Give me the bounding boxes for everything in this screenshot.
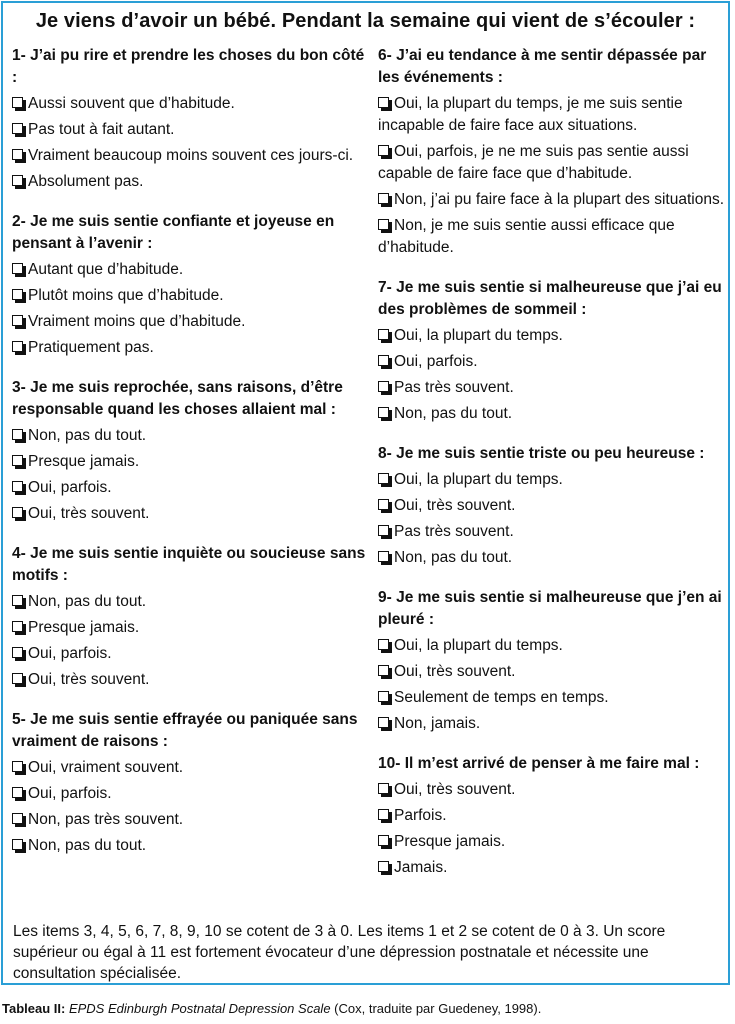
- answer-option-label: Oui, très souvent.: [28, 505, 150, 522]
- checkbox-icon[interactable]: [12, 97, 23, 108]
- question-title: 7- Je me suis sentie si malheureuse que j’ai eu des problèmes de sommeil :: [378, 279, 722, 318]
- answer-option-label: Presque jamais.: [28, 453, 140, 470]
- left-column: [12, 45, 368, 861]
- answer-option[interactable]: [378, 661, 724, 683]
- answer-option-label: Non, pas du tout.: [394, 405, 513, 422]
- answer-option[interactable]: [12, 591, 368, 613]
- table-caption: [2, 1000, 541, 1018]
- answer-option-label: Pas tout à fait autant.: [28, 121, 175, 138]
- checkbox-icon[interactable]: [378, 717, 389, 728]
- answer-option[interactable]: [12, 425, 368, 447]
- checkbox-icon[interactable]: [12, 341, 23, 352]
- answer-option-label: Oui, très souvent.: [394, 663, 516, 680]
- answer-option[interactable]: [12, 617, 368, 639]
- checkbox-icon[interactable]: [12, 595, 23, 606]
- answer-option[interactable]: [378, 779, 724, 801]
- question-block: [378, 277, 724, 425]
- answer-option-label: Oui, la plupart du temps, je me suis sentie incapable de faire face aux situations.: [378, 95, 683, 134]
- question-block: [378, 443, 724, 569]
- answer-option[interactable]: [378, 635, 724, 657]
- answer-option-label: Oui, très souvent.: [394, 497, 516, 514]
- answer-option-label: Non, jamais.: [394, 715, 481, 732]
- answer-option[interactable]: [378, 713, 724, 735]
- answer-option[interactable]: [12, 119, 368, 141]
- answer-option-label: Jamais.: [394, 859, 448, 876]
- right-column: [378, 45, 724, 883]
- answer-option[interactable]: [12, 757, 368, 779]
- checkbox-icon[interactable]: [378, 525, 389, 536]
- checkbox-icon[interactable]: [378, 193, 389, 204]
- question-title: 10- Il m’est arrivé de penser à me faire mal :: [378, 755, 700, 772]
- answer-option-label: Plutôt moins que d’habitude.: [28, 287, 224, 304]
- questionnaire-frame: [1, 1, 730, 985]
- checkbox-icon[interactable]: [378, 499, 389, 510]
- answer-option[interactable]: [378, 805, 724, 827]
- checkbox-icon[interactable]: [12, 455, 23, 466]
- checkbox-icon[interactable]: [12, 673, 23, 684]
- checkbox-icon[interactable]: [378, 473, 389, 484]
- checkbox-icon[interactable]: [378, 835, 389, 846]
- answer-option-label: Oui, vraiment souvent.: [28, 759, 184, 776]
- answer-option[interactable]: [378, 325, 724, 347]
- question-block: [12, 709, 368, 857]
- answer-option-label: Aussi souvent que d’habitude.: [28, 95, 235, 112]
- answer-option-label: Oui, la plupart du temps.: [394, 471, 563, 488]
- answer-option[interactable]: [12, 477, 368, 499]
- question-block: [12, 377, 368, 525]
- checkbox-icon[interactable]: [12, 429, 23, 440]
- answer-option[interactable]: [12, 285, 368, 307]
- answer-option-label: Non, pas du tout.: [28, 427, 147, 444]
- question-block: [12, 543, 368, 691]
- caption-scale-name: EPDS Edinburgh Postnatal Depression Scale: [68, 1001, 331, 1016]
- answer-option[interactable]: [12, 783, 368, 805]
- answer-option-label: Vraiment beaucoup moins souvent ces jours-ci.: [28, 147, 354, 164]
- answer-option[interactable]: [378, 377, 724, 399]
- answer-option-label: Presque jamais.: [28, 619, 140, 636]
- answer-option-label: Parfois.: [394, 807, 447, 824]
- answer-option[interactable]: [378, 141, 724, 185]
- answer-option-label: Oui, parfois, je ne me suis pas sentie aussi capable de faire face que d’habitude.: [378, 143, 689, 182]
- answer-option[interactable]: [378, 469, 724, 491]
- question-block: [12, 211, 368, 359]
- checkbox-icon[interactable]: [12, 263, 23, 274]
- answer-option-label: Pas très souvent.: [394, 379, 514, 396]
- checkbox-icon[interactable]: [378, 329, 389, 340]
- answer-option[interactable]: [378, 495, 724, 517]
- answer-option-label: Oui, parfois.: [28, 479, 112, 496]
- answer-option-label: Oui, parfois.: [28, 785, 112, 802]
- answer-option-label: Non, pas très souvent.: [28, 811, 184, 828]
- question-block: [378, 45, 724, 259]
- checkbox-icon[interactable]: [378, 219, 389, 230]
- checkbox-icon[interactable]: [12, 621, 23, 632]
- answer-option-label: Vraiment moins que d’habitude.: [28, 313, 246, 330]
- checkbox-icon[interactable]: [12, 813, 23, 824]
- checkbox-icon[interactable]: [378, 861, 389, 872]
- answer-option[interactable]: [12, 259, 368, 281]
- caption-label: Tableau II:: [2, 1001, 66, 1016]
- checkbox-icon[interactable]: [12, 839, 23, 850]
- answer-option[interactable]: [12, 835, 368, 857]
- checkbox-icon[interactable]: [12, 289, 23, 300]
- answer-option-label: Non, pas du tout.: [28, 593, 147, 610]
- answer-option-label: Oui, parfois.: [394, 353, 478, 370]
- answer-option-label: Pratiquement pas.: [28, 339, 154, 356]
- answer-option[interactable]: [378, 215, 724, 259]
- answer-option-label: Non, j’ai pu faire face à la plupart des situations.: [394, 191, 724, 208]
- answer-option-label: Non, je me suis sentie aussi efficace que d’habitude.: [378, 217, 675, 256]
- answer-option-label: Oui, très souvent.: [394, 781, 516, 798]
- checkbox-icon[interactable]: [12, 787, 23, 798]
- checkbox-icon[interactable]: [12, 315, 23, 326]
- answer-option[interactable]: [12, 171, 368, 193]
- answer-option[interactable]: [378, 831, 724, 853]
- question-title: 1- J’ai pu rire et prendre les choses du bon côté :: [12, 47, 365, 86]
- checkbox-icon[interactable]: [12, 647, 23, 658]
- answer-option-label: Oui, très souvent.: [28, 671, 150, 688]
- question-title: 5- Je me suis sentie effrayée ou paniquée sans vraiment de raisons :: [12, 711, 358, 750]
- checkbox-icon[interactable]: [378, 691, 389, 702]
- answer-option[interactable]: [378, 189, 724, 211]
- checkbox-icon[interactable]: [378, 665, 389, 676]
- answer-option[interactable]: [378, 547, 724, 569]
- answer-option[interactable]: [12, 93, 368, 115]
- answer-option[interactable]: [12, 643, 368, 665]
- question-title: 6- J’ai eu tendance à me sentir dépassée par les événements :: [378, 47, 707, 86]
- question-title: 9- Je me suis sentie si malheureuse que j’en ai pleuré :: [378, 589, 722, 628]
- question-title: 8- Je me suis sentie triste ou peu heureuse :: [378, 445, 705, 462]
- question-block: [378, 587, 724, 735]
- checkbox-icon[interactable]: [378, 809, 389, 820]
- checkbox-icon[interactable]: [12, 507, 23, 518]
- question-title: 3- Je me suis reprochée, sans raisons, d’être responsable quand les choses allaient mal :: [12, 379, 343, 418]
- answer-option-label: Presque jamais.: [394, 833, 506, 850]
- answer-option[interactable]: [12, 669, 368, 691]
- answer-option[interactable]: [378, 403, 724, 425]
- scoring-note: Les items 3, 4, 5, 6, 7, 8, 9, 10 se cotent de 3 à 0. Les items 1 et 2 se cotent de 0 à 3. Un score supérieur ou égal à 11 est fortement évocateur d’une dépression postnatale et nécessite une consultation spécialisée.: [13, 923, 666, 982]
- answer-option[interactable]: [378, 351, 724, 373]
- question-title: 4- Je me suis sentie inquiète ou soucieuse sans motifs :: [12, 545, 366, 584]
- checkbox-icon[interactable]: [378, 97, 389, 108]
- answer-option[interactable]: [378, 687, 724, 709]
- checkbox-icon[interactable]: [12, 481, 23, 492]
- checkbox-icon[interactable]: [12, 149, 23, 160]
- checkbox-icon[interactable]: [378, 639, 389, 650]
- checkbox-icon[interactable]: [378, 145, 389, 156]
- checkbox-icon[interactable]: [378, 355, 389, 366]
- answer-option[interactable]: [378, 93, 724, 137]
- checkbox-icon[interactable]: [378, 783, 389, 794]
- checkbox-icon[interactable]: [378, 551, 389, 562]
- answer-option[interactable]: [12, 809, 368, 831]
- answer-option-label: Oui, parfois.: [28, 645, 112, 662]
- answer-option-label: Absolument pas.: [28, 173, 144, 190]
- answer-option[interactable]: [12, 451, 368, 473]
- answer-option[interactable]: [12, 311, 368, 333]
- question-block: [12, 45, 368, 193]
- checkbox-icon[interactable]: [12, 175, 23, 186]
- checkbox-icon[interactable]: [378, 407, 389, 418]
- answer-option[interactable]: [12, 337, 368, 359]
- caption-source: (Cox, traduite par Guedeney, 1998).: [334, 1001, 542, 1016]
- answer-option[interactable]: [378, 857, 724, 879]
- checkbox-icon[interactable]: [12, 123, 23, 134]
- answer-option-label: Non, pas du tout.: [28, 837, 147, 854]
- question-block: [378, 753, 724, 879]
- checkbox-icon[interactable]: [12, 761, 23, 772]
- question-title: 2- Je me suis sentie confiante et joyeuse en pensant à l’avenir :: [12, 213, 335, 252]
- answer-option-label: Seulement de temps en temps.: [394, 689, 609, 706]
- checkbox-icon[interactable]: [378, 381, 389, 392]
- answer-option-label: Oui, la plupart du temps.: [394, 637, 563, 654]
- answer-option[interactable]: [12, 145, 368, 167]
- answer-option-label: Oui, la plupart du temps.: [394, 327, 563, 344]
- answer-option-label: Autant que d’habitude.: [28, 261, 184, 278]
- answer-option-label: Pas très souvent.: [394, 523, 514, 540]
- answer-option[interactable]: [378, 521, 724, 543]
- answer-option-label: Non, pas du tout.: [394, 549, 513, 566]
- answer-option[interactable]: [12, 503, 368, 525]
- questionnaire-title: Je viens d’avoir un bébé. Pendant la semaine qui vient de s’écouler :: [35, 10, 696, 32]
